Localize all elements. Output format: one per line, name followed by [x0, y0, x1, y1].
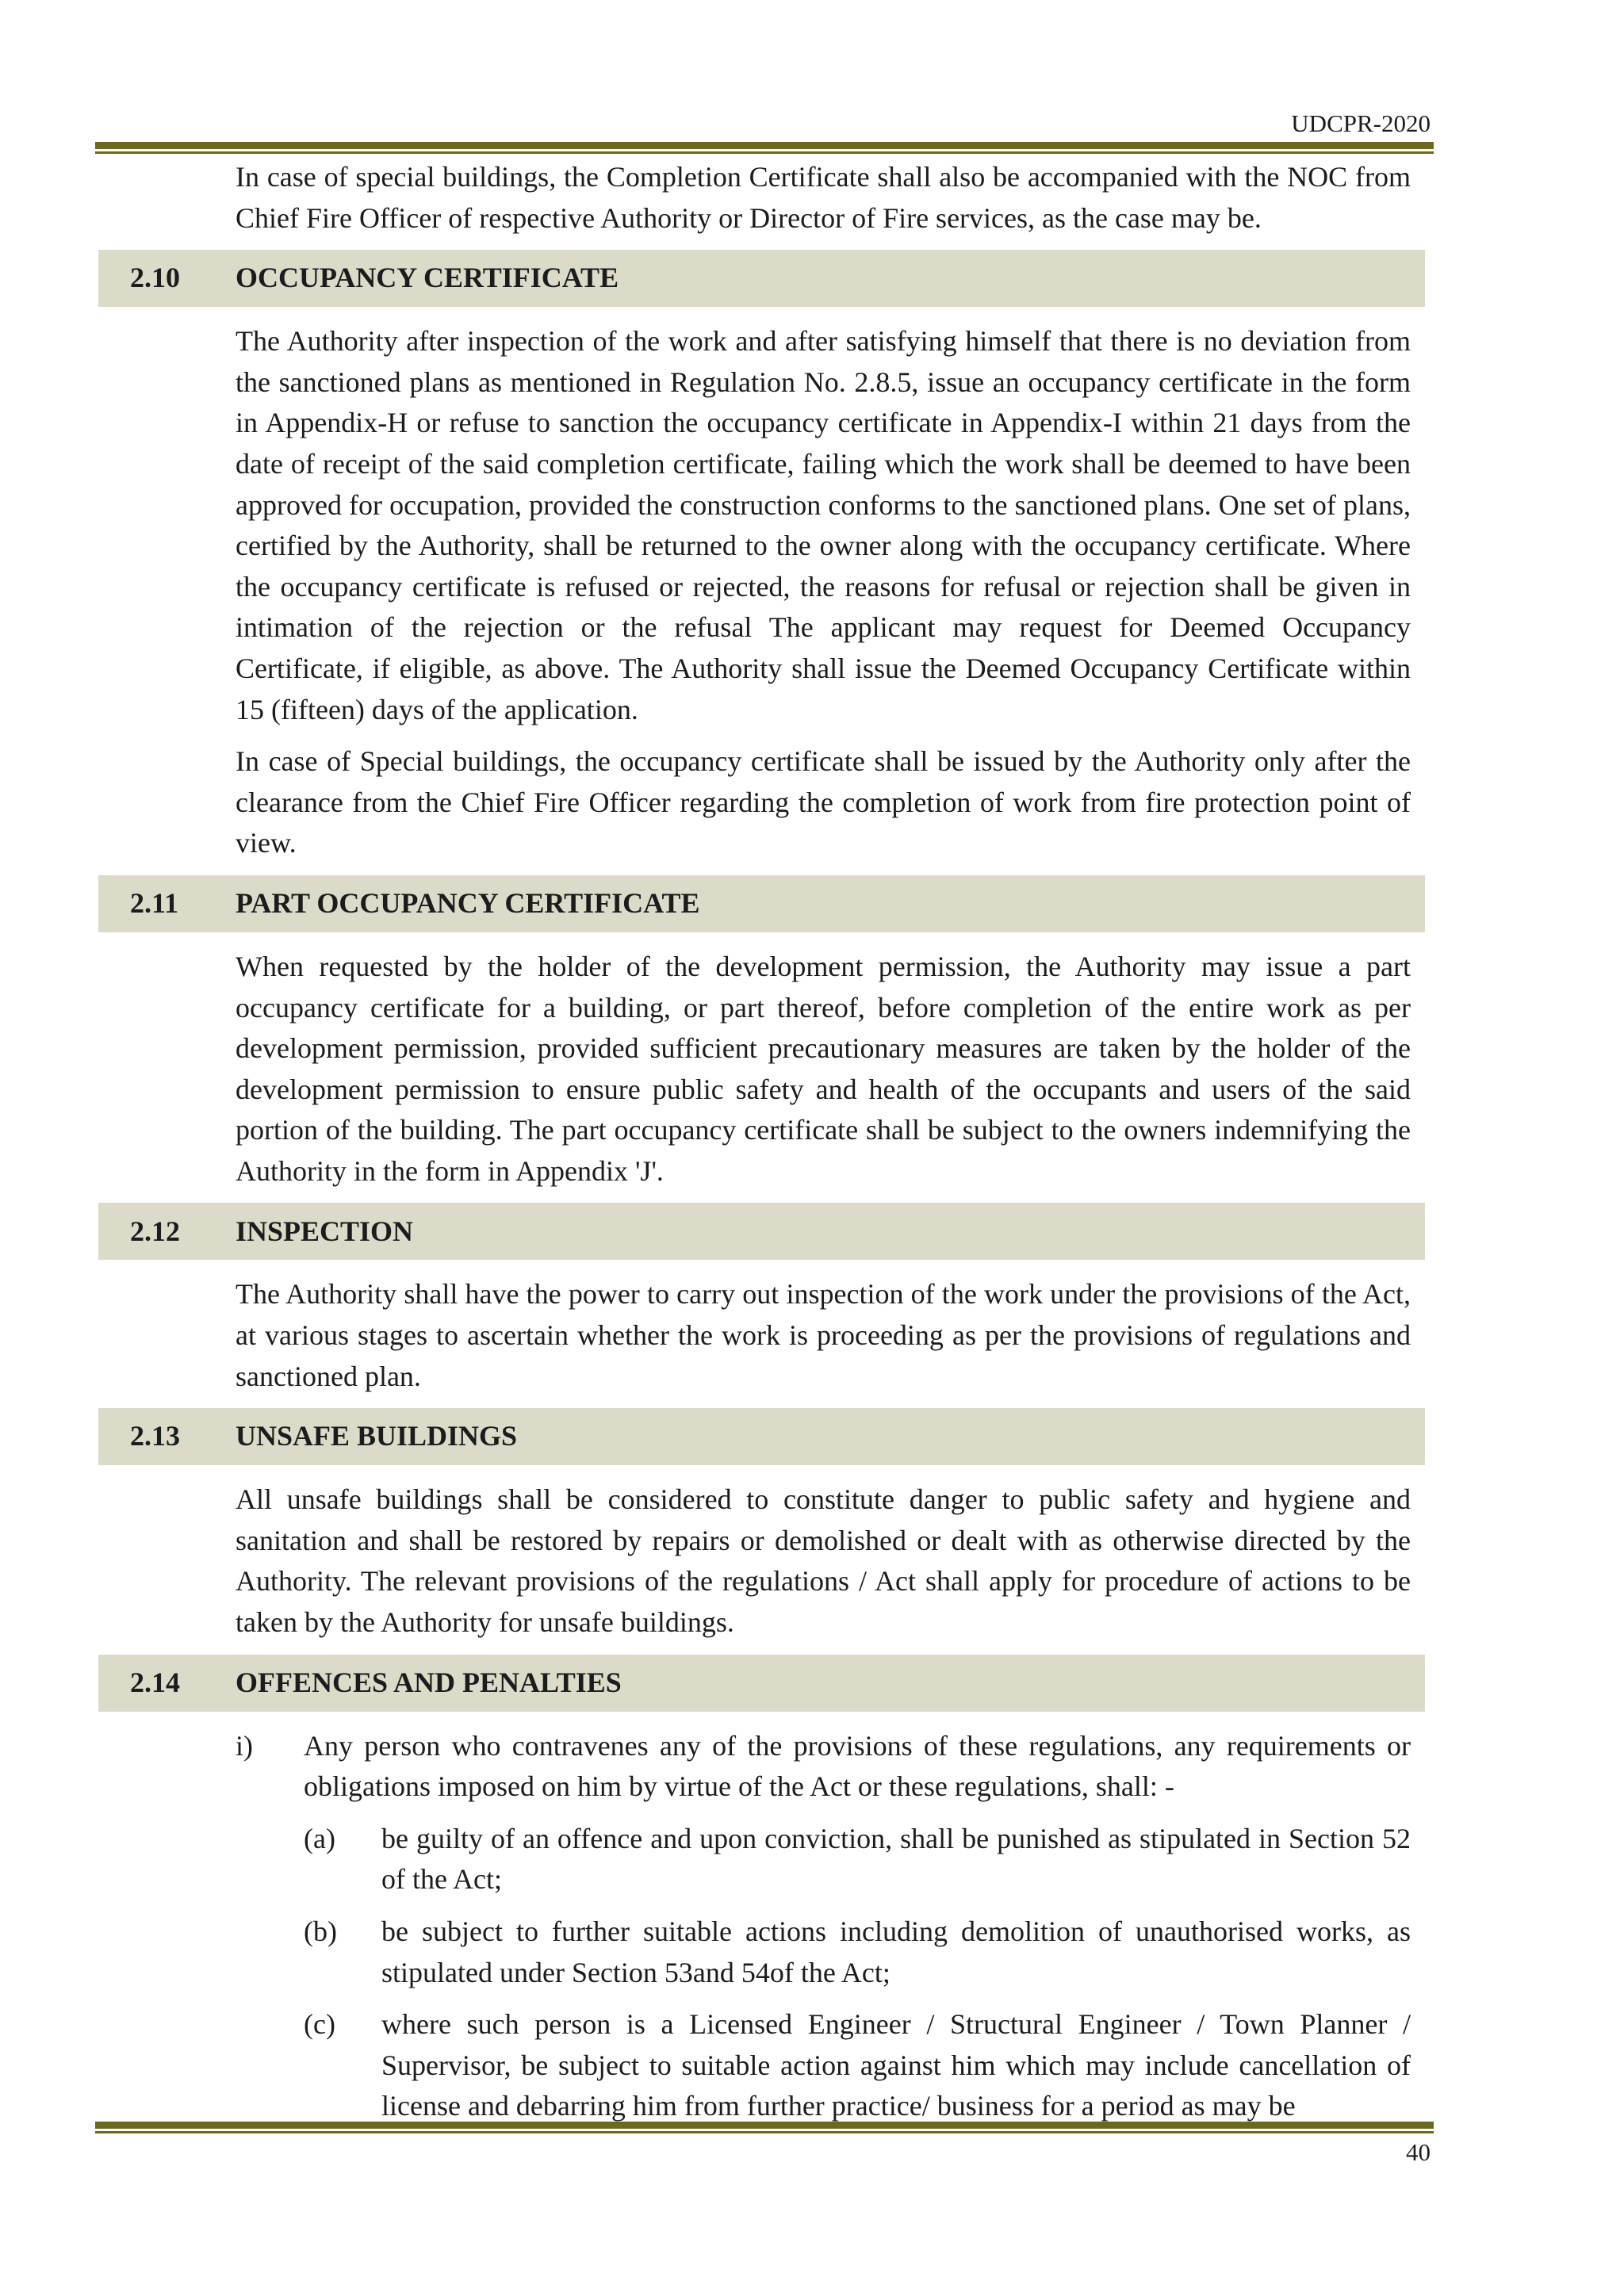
section-2-11-paragraph-1: When requested by the holder of the development permission, the Authority may issue a part occupancy certificate for a building, or part thereof, before completion of the entire work as per development permission, provided sufficient precautionary measures are taken by the holder of the development permission to ensure public safety and health of the occupants and users of the said portion of the building. The part occupancy certificate shall be subject to the owners indemnifying the Authority in the form in Appendix 'J'.	[236, 950, 1411, 1187]
section-number: 2.13	[130, 1420, 180, 1452]
sub-item-label: (b)	[304, 1915, 337, 1947]
list-item-label: i)	[236, 1729, 253, 1762]
section-2-13-paragraph-1: All unsafe buildings shall be considered to constitute danger to public safety and hygiene and sanitation and shall be restored by repairs or demolished or dealt with as otherwise directed by the Authority. The relevant provisions of the regulations / Act shall apply for procedure of actions to be taken by the Authority for unsafe buildings.	[236, 1483, 1411, 1639]
page-number: 40	[1406, 2138, 1431, 2166]
section-2-12-paragraph-1: The Authority shall have the power to carry out inspection of the work under the provisions of the Act, at various stages to ascertain whether the work is proceeding as per the provisions of regulations and sanctioned plan.	[236, 1278, 1411, 1392]
list-item-i	[236, 1726, 1411, 1808]
section-number: 2.11	[130, 887, 179, 920]
section-heading-2-12	[98, 1203, 1425, 1260]
section-number: 2.12	[130, 1215, 180, 1247]
section-heading-2-14	[98, 1655, 1425, 1712]
section-number: 2.10	[130, 262, 180, 294]
section-number: 2.14	[130, 1666, 180, 1698]
sub-item-text: be subject to further suitable actions including demolition of unauthorised works, as stipulated under Section 53and 54of the Act;	[381, 1915, 1411, 1988]
sub-item-label: (a)	[304, 1822, 335, 1854]
section-heading-2-10	[98, 250, 1425, 307]
section-title: PART OCCUPANCY CERTIFICATE	[236, 887, 700, 920]
section-title: OCCUPANCY CERTIFICATE	[236, 262, 619, 294]
sub-item-b	[304, 1911, 1411, 1993]
section-title: OFFENCES AND PENALTIES	[236, 1666, 622, 1698]
section-title: INSPECTION	[236, 1215, 414, 1247]
sub-item-a	[304, 1819, 1411, 1900]
header-rule	[95, 142, 1434, 154]
section-2-10-paragraph-1: The Authority after inspection of the work and after satisfying himself that there is no deviation from the sanctioned plans as mentioned in Regulation No. 2.8.5, issue an occupancy certificate in the form in Appendix-H or refuse to sanction the occupancy certificate in Appendix-I within 21 days from the date of receipt of the said completion certificate, failing which the work shall be deemed to have been approved for occupation, provided the construction conforms to the sanctioned plans. One set of plans, certified by the Authority, shall be returned to the owner along with the occupancy certificate. Where the occupancy certificate is refused or rejected, the reasons for refusal or rejection shall be given in intimation of the rejection or the refusal The applicant may request for Deemed Occupancy Certificate, if eligible, as above. The Authority shall issue the Deemed Occupancy Certificate within 15 (fifteen) days of the application.	[236, 325, 1411, 725]
intro-paragraph: In case of special buildings, the Completion Certificate shall also be accompanied with the NOC from Chief Fire Officer of respective Authority or Director of Fire services, as the case may be.	[236, 161, 1411, 234]
sub-item-text: where such person is a Licensed Engineer / Structural Engineer / Town Planner / Supervisor, be subject to suitable action against him which may include cancellation of license and debarring him from further practice/ business for a period as may be	[381, 2008, 1411, 2122]
footer-rule	[95, 2122, 1434, 2133]
section-2-10-paragraph-2: In case of Special buildings, the occupancy certificate shall be issued by the Authority only after the clearance from the Chief Fire Officer regarding the completion of work from fire protection point of view.	[236, 745, 1411, 859]
section-heading-2-11	[98, 875, 1425, 932]
sub-item-c	[304, 2004, 1411, 2127]
section-heading-2-13	[98, 1408, 1425, 1465]
sub-item-text: be guilty of an offence and upon conviction, shall be punished as stipulated in Section 52 of the Act;	[381, 1822, 1411, 1896]
list-item-text: Any person who contravenes any of the provisions of these regulations, any requirements or obligations imposed on him by virtue of the Act or these regulations, shall: -	[304, 1729, 1411, 1803]
document-code: UDCPR-2020	[1291, 109, 1431, 137]
page-content	[98, 157, 1425, 2138]
section-title: UNSAFE BUILDINGS	[236, 1420, 518, 1452]
sub-item-label: (c)	[304, 2008, 335, 2041]
